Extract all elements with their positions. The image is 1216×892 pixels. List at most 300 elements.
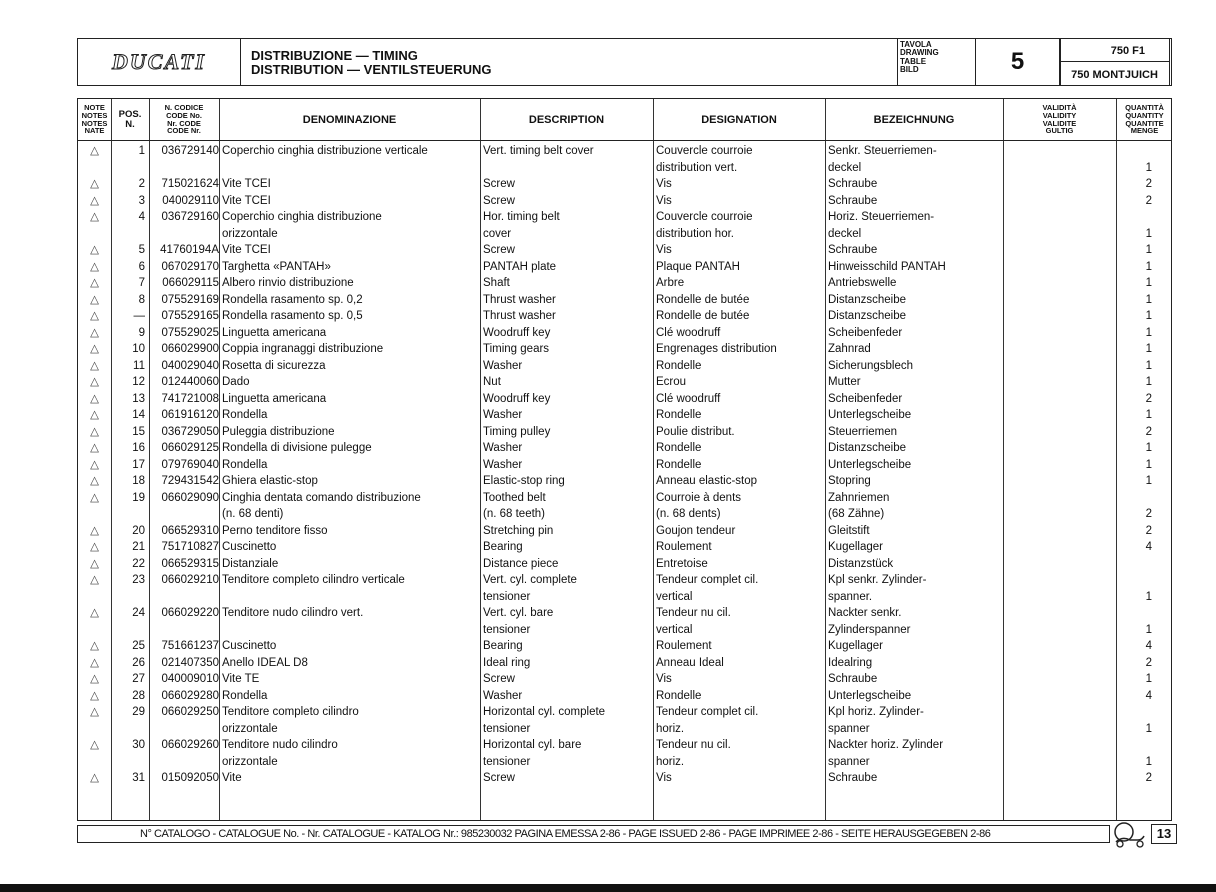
designation-cell — [656, 143, 753, 176]
bezeichnung-cell-line: Stopring — [828, 475, 871, 487]
quantity: 2 — [1145, 656, 1152, 669]
description-cell — [483, 358, 522, 375]
description-cell — [483, 556, 558, 573]
denominazione-cell — [222, 556, 278, 573]
description-cell-line: tensioner — [483, 722, 531, 735]
description-cell-line: Distance piece — [483, 557, 559, 570]
table-row — [78, 523, 1171, 540]
denominazione-cell — [222, 473, 318, 490]
description-cell-line: tensioner — [483, 755, 531, 768]
description-cell-line: (n. 68 teeth) — [483, 508, 546, 520]
designation-cell-line: Anneau elastic-stop — [656, 475, 758, 487]
designation-cell — [656, 341, 777, 358]
quantity: 1 — [1145, 260, 1152, 273]
bezeichnung-cell-line: Antriebswelle — [828, 277, 897, 289]
description-cell-line: Nut — [483, 376, 501, 388]
part-code: 066029260 — [161, 739, 219, 751]
designation-cell-line: Vis — [656, 673, 672, 685]
bezeichnung-cell-line: Distanzstück — [828, 557, 894, 570]
bezeichnung-cell — [828, 358, 913, 375]
description-cell-line: Washer — [483, 409, 523, 421]
table-row — [78, 358, 1171, 375]
description-cell — [483, 605, 553, 638]
denominazione-cell-line: Cuscinetto — [222, 541, 277, 553]
description-cell — [483, 457, 522, 474]
note-marker: △ — [90, 772, 99, 784]
quantity: 4 — [1145, 689, 1152, 702]
denominazione-cell — [222, 440, 372, 457]
part-code: 015092050 — [161, 772, 219, 784]
description-cell — [483, 737, 581, 770]
table-row — [78, 655, 1171, 672]
note-marker: △ — [90, 326, 99, 339]
bezeichnung-cell-line: Scheibenfeder — [828, 392, 903, 405]
col-header-line: NATE — [84, 126, 105, 136]
denominazione-cell-line: Albero rinvio distribuzione — [222, 277, 354, 289]
description-cell — [483, 572, 577, 605]
catalog-footer: N° CATALOGO - CATALOGUE No. - Nr. CATALOGUE - KATALOG Nr.: 985230032 PAGINA EMESSA 2-86 - PAGE ISSUED 2-86 - PAGE IMPRIMEE 2-86 - SEITE HERAUSGEGEBEN 2-86 — [77, 825, 1110, 843]
designation-cell-line: Vis — [656, 244, 672, 256]
position-number: 25 — [132, 640, 145, 652]
denominazione-cell-line: orizzontale — [222, 227, 278, 240]
bezeichnung-cell — [828, 605, 910, 638]
position-number: 20 — [132, 524, 145, 537]
designation-cell-line: distribution vert. — [656, 161, 738, 174]
description-cell — [483, 374, 501, 391]
note-marker: △ — [90, 343, 99, 355]
part-code: 066529310 — [161, 524, 219, 537]
part-code: 066029280 — [161, 689, 219, 702]
denominazione-cell — [222, 737, 338, 770]
position-number: 23 — [132, 574, 145, 586]
col-header-line: QUANTITÀ — [1125, 103, 1164, 113]
denominazione-cell — [222, 259, 331, 276]
table-row — [78, 259, 1171, 276]
description-cell-line: Woodruff key — [483, 326, 551, 339]
table-row — [78, 737, 1171, 770]
description-cell — [483, 242, 515, 259]
quantity: 1 — [1145, 293, 1152, 306]
position-number: 31 — [132, 772, 145, 784]
table-row — [78, 275, 1171, 292]
bezeichnung-cell — [828, 407, 911, 424]
bezeichnung-cell — [828, 638, 883, 655]
description-cell-line: tensioner — [483, 623, 531, 636]
denominazione-cell — [222, 655, 308, 672]
denominazione-cell-line: Perno tenditore fisso — [222, 524, 328, 537]
bezeichnung-cell-line: Idealring — [828, 656, 873, 669]
description-cell-line: Bearing — [483, 640, 523, 652]
quantity: 2 — [1145, 425, 1152, 438]
bezeichnung-cell-line: Scheibenfeder — [828, 326, 903, 339]
position-number: 17 — [132, 458, 145, 471]
part-code: 036729160 — [161, 211, 219, 223]
bezeichnung-cell-line: deckel — [828, 161, 862, 174]
bezeichnung-cell — [828, 490, 889, 523]
designation-cell — [656, 275, 684, 292]
denominazione-cell-line: Linguetta americana — [222, 392, 327, 405]
denominazione-cell-line: orizzontale — [222, 755, 278, 768]
quantity: 1 — [1145, 623, 1152, 636]
position-number: 1 — [138, 145, 145, 157]
bezeichnung-cell-line: Distanzscheibe — [828, 293, 906, 306]
denominazione-cell — [222, 770, 242, 787]
col-header-line: QUANTITE — [1125, 118, 1164, 128]
position-number: 13 — [132, 392, 145, 405]
note-marker: △ — [90, 557, 99, 570]
parts-table — [77, 98, 1172, 821]
bezeichnung-cell — [828, 440, 906, 457]
denominazione-cell-line: orizzontale — [222, 722, 278, 735]
quantity: 2 — [1145, 524, 1152, 537]
part-code: 075529165 — [161, 310, 219, 322]
bezeichnung-cell-line: Kpl senkr. Zylinder- — [828, 574, 927, 586]
denominazione-cell — [222, 292, 363, 309]
designation-cell — [656, 473, 757, 490]
bezeichnung-cell — [828, 556, 893, 573]
col-header-denominazione: DENOMINAZIONE — [302, 113, 397, 126]
denominazione-cell — [222, 308, 363, 325]
table-row — [78, 539, 1171, 556]
col-header-description: DESCRIPTION — [528, 113, 605, 126]
bezeichnung-cell — [828, 473, 871, 490]
bezeichnung-cell — [828, 209, 934, 242]
note-marker: △ — [90, 409, 99, 421]
position-number: 8 — [138, 293, 145, 306]
designation-cell-line: (n. 68 dents) — [656, 508, 721, 520]
note-marker: △ — [90, 706, 99, 718]
part-code: 079769040 — [161, 458, 219, 471]
note-marker: △ — [90, 689, 99, 702]
bezeichnung-cell — [828, 770, 877, 787]
designation-cell — [656, 292, 749, 309]
part-code: 066029250 — [161, 706, 219, 718]
position-number: 27 — [132, 673, 145, 685]
part-code: 066029220 — [161, 607, 219, 619]
position-number: 10 — [132, 343, 145, 355]
drawing-number: 5 — [976, 39, 1060, 85]
position-number: 18 — [132, 475, 145, 487]
designation-cell — [656, 737, 731, 770]
designation-cell-line: vertical — [656, 623, 693, 636]
designation-cell — [656, 209, 753, 242]
note-marker: △ — [90, 739, 99, 751]
position-number: 11 — [133, 359, 145, 372]
description-cell-line: Horizontal cyl. bare — [483, 739, 582, 751]
table-row — [78, 374, 1171, 391]
denominazione-cell-line: Vite TCEI — [222, 178, 271, 190]
part-code: 741721008 — [161, 392, 219, 405]
designation-cell — [656, 688, 701, 705]
note-marker: △ — [90, 475, 99, 487]
part-code: 41760194A — [160, 244, 219, 256]
col-header-note — [78, 99, 111, 140]
model-top: 750 F1 — [1060, 39, 1169, 62]
drawing-label-line: BILD — [900, 64, 919, 74]
table-row — [78, 638, 1171, 655]
description-cell-line: tensioner — [483, 590, 531, 603]
col-header-line: VALIDITÀ — [1042, 103, 1077, 113]
denominazione-cell-line: Tenditore nudo cilindro vert. — [222, 607, 364, 619]
designation-cell — [656, 424, 735, 441]
table-row — [78, 242, 1171, 259]
col-header-pos — [111, 99, 149, 140]
note-marker: △ — [90, 673, 99, 685]
part-code: 075529169 — [161, 293, 219, 306]
position-number: 7 — [138, 277, 145, 289]
description-cell — [483, 391, 550, 408]
bezeichnung-cell-line: Zahnriemen — [828, 491, 890, 504]
page-number: 13 — [1151, 824, 1177, 844]
designation-cell — [656, 308, 749, 325]
table-row — [78, 407, 1171, 424]
description-cell-line: Bearing — [483, 541, 523, 553]
quantity: 1 — [1145, 277, 1152, 289]
description-cell — [483, 440, 522, 457]
description-cell — [483, 176, 515, 193]
denominazione-cell — [222, 407, 267, 424]
denominazione-cell-line: Vite TCEI — [222, 194, 271, 207]
description-cell-line: Washer — [483, 689, 523, 702]
designation-cell — [656, 457, 701, 474]
denominazione-cell — [222, 325, 326, 342]
position-number: 21 — [132, 541, 145, 553]
bezeichnung-cell-line: Distanzscheibe — [828, 442, 906, 454]
bezeichnung-cell-line: Schraube — [828, 244, 878, 256]
description-cell-line: Elastic-stop ring — [483, 475, 565, 487]
quantity: 1 — [1145, 755, 1152, 768]
denominazione-cell-line: Cuscinetto — [222, 640, 277, 652]
designation-cell-line: Tendeur nu cil. — [656, 607, 731, 619]
position-number: 15 — [132, 425, 145, 438]
description-cell-line: Washer — [483, 442, 523, 454]
denominazione-cell-line: Puleggia distribuzione — [222, 425, 335, 438]
part-code: 036729140 — [161, 145, 219, 157]
denominazione-cell — [222, 209, 382, 242]
motorcycle-icon — [1112, 820, 1148, 848]
designation-cell-line: Vis — [656, 178, 672, 190]
position-number: 14 — [132, 409, 145, 421]
description-cell-line: Hor. timing belt — [483, 211, 560, 223]
denominazione-cell-line: Tenditore completo cilindro — [222, 706, 359, 718]
quantity: 1 — [1145, 442, 1152, 454]
note-marker: △ — [90, 392, 99, 405]
bezeichnung-cell-line: Steuerriemen — [828, 425, 898, 438]
note-marker: △ — [90, 656, 99, 669]
denominazione-cell — [222, 176, 271, 193]
description-cell — [483, 259, 556, 276]
table-row — [78, 424, 1171, 441]
denominazione-cell-line: Ghiera elastic-stop — [222, 475, 318, 487]
designation-cell-line: Rondelle de butée — [656, 293, 750, 306]
part-code: 021407350 — [161, 656, 219, 669]
designation-cell-line: Plaque PANTAH — [656, 260, 740, 273]
part-code: 066029900 — [161, 343, 219, 355]
designation-cell — [656, 523, 735, 540]
table-row — [78, 143, 1171, 176]
designation-cell-line: Goujon tendeur — [656, 524, 736, 537]
bezeichnung-cell-line: spanner — [828, 755, 870, 768]
designation-cell-line: horiz. — [656, 755, 685, 768]
table-row — [78, 572, 1171, 605]
col-header-bezeichnung: BEZEICHNUNG — [873, 113, 955, 126]
table-row — [78, 209, 1171, 242]
description-cell-line: Washer — [483, 359, 523, 372]
designation-cell-line: Clé woodruff — [656, 392, 721, 405]
bezeichnung-cell-line: Sicherungsblech — [828, 359, 914, 372]
part-code: 012440060 — [161, 376, 219, 388]
position-number: 29 — [132, 706, 145, 718]
model-box — [1060, 39, 1170, 85]
quantity: 1 — [1145, 244, 1152, 256]
quantity: 4 — [1145, 541, 1152, 553]
denominazione-cell — [222, 424, 335, 441]
denominazione-cell-line: Distanziale — [222, 557, 279, 570]
denominazione-cell-line: Coperchio cinghia distribuzione — [222, 211, 382, 223]
quantity: 4 — [1145, 640, 1152, 652]
table-row — [78, 556, 1171, 573]
quantity: 1 — [1145, 227, 1152, 240]
table-row — [78, 176, 1171, 193]
part-code: 066029125 — [161, 442, 219, 454]
designation-cell — [656, 556, 708, 573]
bezeichnung-cell — [828, 292, 906, 309]
denominazione-cell — [222, 374, 250, 391]
position-number: 26 — [132, 656, 145, 669]
part-code: 040029110 — [162, 194, 219, 207]
denominazione-cell — [222, 605, 363, 622]
description-cell — [483, 209, 560, 242]
note-marker: △ — [90, 277, 99, 289]
description-cell-line: Screw — [483, 244, 515, 256]
bezeichnung-cell — [828, 655, 872, 672]
description-cell-line: Horizontal cyl. complete — [483, 706, 606, 718]
position-number: 4 — [138, 211, 145, 223]
description-cell-line: Timing gears — [483, 343, 550, 355]
bezeichnung-cell — [828, 325, 902, 342]
denominazione-cell-line: Rondella — [222, 458, 268, 471]
denominazione-cell-line: Coperchio cinghia distribuzione verticale — [222, 145, 428, 157]
description-cell-line: Ideal ring — [483, 656, 531, 669]
designation-cell — [656, 605, 731, 638]
description-cell-line: Washer — [483, 458, 523, 471]
bezeichnung-cell-line: Schraube — [828, 178, 878, 190]
bezeichnung-cell-line: spanner. — [828, 590, 873, 603]
description-cell — [483, 523, 553, 540]
table-row — [78, 457, 1171, 474]
quantity: 1 — [1145, 409, 1152, 421]
quantity: 1 — [1145, 376, 1152, 388]
bezeichnung-cell — [828, 341, 871, 358]
description-cell-line: Thrust washer — [483, 293, 556, 306]
denominazione-cell-line: Rondella rasamento sp. 0,5 — [222, 310, 363, 322]
bezeichnung-cell-line: Nackter senkr. — [828, 607, 902, 619]
denominazione-cell — [222, 523, 327, 540]
designation-cell-line: Tendeur complet cil. — [656, 706, 759, 718]
col-header-line: NOTES — [81, 118, 108, 128]
bezeichnung-cell-line: deckel — [828, 227, 862, 240]
bezeichnung-cell — [828, 572, 926, 605]
description-cell-line: Screw — [483, 772, 515, 784]
table-row — [78, 770, 1171, 787]
title-italian: DISTRIBUZIONE — TIMING — [251, 48, 418, 63]
note-marker: △ — [90, 524, 99, 537]
designation-cell-line: Rondelle — [656, 359, 702, 372]
denominazione-cell-line: Linguetta americana — [222, 326, 327, 339]
quantity: 1 — [1145, 359, 1152, 372]
drawing-label-line: TAVOLA — [900, 40, 932, 49]
position-number: 9 — [138, 326, 145, 339]
part-code: 061916120 — [161, 409, 219, 421]
description-cell — [483, 292, 556, 309]
col-header-line: NOTES — [81, 110, 108, 120]
part-code: 715021624 — [161, 178, 219, 190]
bezeichnung-cell — [828, 688, 911, 705]
designation-cell-line: Engrenages distribution — [656, 343, 777, 355]
brand-logo — [78, 39, 241, 85]
note-marker: △ — [90, 178, 99, 190]
bezeichnung-cell-line: Zahnrad — [828, 343, 871, 355]
designation-cell — [656, 259, 740, 276]
position-number: 2 — [138, 178, 145, 190]
brand-logo-text: DUCATI — [112, 49, 206, 74]
quantity: 1 — [1145, 458, 1152, 471]
col-header-line: GULTIG — [1045, 126, 1074, 136]
designation-cell-line: Clé woodruff — [656, 326, 721, 339]
designation-cell-line: Couvercle courroie — [656, 211, 753, 223]
designation-cell — [656, 440, 701, 457]
denominazione-cell-line: Vite TCEI — [222, 244, 271, 256]
quantity: 1 — [1145, 326, 1152, 339]
note-marker: △ — [90, 541, 99, 553]
denominazione-cell-line: Rondella rasamento sp. 0,2 — [222, 293, 363, 306]
col-header-designation: DESIGNATION — [701, 113, 777, 126]
denominazione-cell — [222, 341, 383, 358]
denominazione-cell-line: Rosetta di sicurezza — [222, 359, 326, 372]
denominazione-cell-line: Rondella di divisione pulegge — [222, 442, 372, 454]
position-number: 28 — [132, 689, 145, 702]
denominazione-cell-line: Rondella — [222, 409, 268, 421]
description-cell — [483, 143, 594, 160]
denominazione-cell — [222, 242, 271, 259]
col-header-line: QUANTITY — [1125, 110, 1164, 120]
position-number: 12 — [132, 376, 145, 388]
table-row — [78, 605, 1171, 638]
designation-cell — [656, 358, 701, 375]
quantity: 2 — [1145, 508, 1152, 520]
bezeichnung-cell — [828, 539, 883, 556]
header-divider — [78, 140, 1171, 141]
col-header-line: Nr. CODE — [167, 118, 201, 128]
quantity: 2 — [1145, 772, 1152, 784]
denominazione-cell-line: Vite — [222, 772, 242, 784]
designation-cell-line: Vis — [656, 194, 672, 207]
note-marker: △ — [90, 211, 99, 223]
note-marker: △ — [90, 359, 99, 372]
bezeichnung-cell-line: spanner — [828, 722, 870, 735]
col-header-line: CODE Nr. — [167, 126, 201, 136]
designation-cell — [656, 407, 701, 424]
bezeichnung-cell — [828, 275, 896, 292]
bezeichnung-cell-line: Schraube — [828, 673, 878, 685]
bezeichnung-cell-line: Mutter — [828, 376, 861, 388]
table-row — [78, 473, 1171, 490]
table-row — [78, 671, 1171, 688]
bezeichnung-cell-line: Unterlegscheibe — [828, 409, 912, 421]
description-cell-line: Toothed belt — [483, 491, 546, 504]
description-cell — [483, 308, 556, 325]
denominazione-cell — [222, 358, 326, 375]
